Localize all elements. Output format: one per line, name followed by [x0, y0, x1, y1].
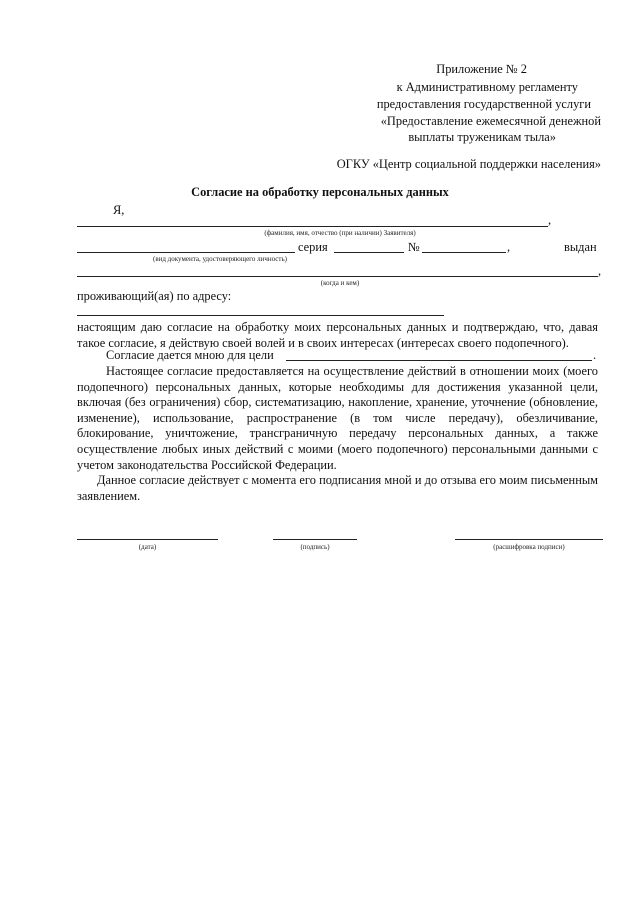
- caption-signature: (подпись): [300, 543, 330, 551]
- organization-name: ОГКУ «Центр социальной поддержки населения»: [336, 157, 601, 171]
- series-field-line: [334, 252, 404, 253]
- series-label: серия: [298, 240, 328, 254]
- caption-date: (дата): [138, 543, 157, 551]
- issued-by-field-line: [77, 276, 598, 277]
- signature-decode-line: [455, 539, 603, 540]
- date-line: [77, 539, 218, 540]
- caption-fio: (фамилия, имя, отчество (при наличии) Заявителя): [264, 229, 416, 237]
- ya-label: Я,: [113, 203, 125, 217]
- caption-document: (вид документа, удостоверяющего личность): [152, 255, 287, 263]
- purpose-label: Согласие дается мною для цели: [106, 348, 274, 362]
- comma: ,: [507, 240, 511, 254]
- actions-paragraph: Настоящее согласие предоставляется на осуществление действий в отношении моих (моего подопечного) персональных данных, которые необходимы для достижения указанной цели, включая (без ограничения) сбор, систематизацию, накопление, хранение, уточнение (обновление, изменение), использование, распространение (в том числе передачу), обезличивание, блокирование, уничтожение, трансграничную передачу персональных данных, а также осуществление любых иных действий с моими (моего подопечного) персональными данными с учетом законодательства Российской Федерации.: [77, 364, 598, 472]
- comma: ,: [548, 213, 552, 227]
- document-type-line: [77, 252, 295, 253]
- caption-signature-decode: (расшифровка подписи): [493, 543, 565, 551]
- appendix-number: Приложение № 2: [436, 62, 527, 76]
- header-line-service-name: «Предоставление ежемесячной денежной: [380, 114, 601, 128]
- number-sign: №: [408, 240, 420, 254]
- header-line-service-name-end: выплаты труженикам тыла»: [408, 130, 556, 144]
- signature-line: [273, 539, 357, 540]
- name-field-line: [77, 226, 548, 227]
- document-title: Согласие на обработку персональных данных: [191, 185, 449, 199]
- issued-label: выдан: [564, 240, 597, 254]
- header-line-regulation: к Административному регламенту: [396, 80, 578, 94]
- purpose-end: .: [593, 348, 597, 362]
- validity-paragraph: Данное согласие действует с момента его подписания мной и до отзыва его моим письменным заявлением.: [77, 473, 598, 503]
- caption-when-by-whom: (когда и кем): [320, 279, 360, 287]
- header-line-service: предоставления государственной услуги: [376, 97, 591, 111]
- purpose-field-line: [286, 360, 592, 361]
- comma: ,: [598, 264, 602, 278]
- address-field-line: [77, 315, 444, 316]
- address-label: проживающий(ая) по адресу:: [77, 289, 232, 303]
- consent-paragraph: настоящим даю согласие на обработку моих персональных данных и подтверждаю, что, давая такое согласие, я действую своей волей и в своих интересах (интересах своего подопечного).: [77, 320, 598, 350]
- number-field-line: [422, 252, 506, 253]
